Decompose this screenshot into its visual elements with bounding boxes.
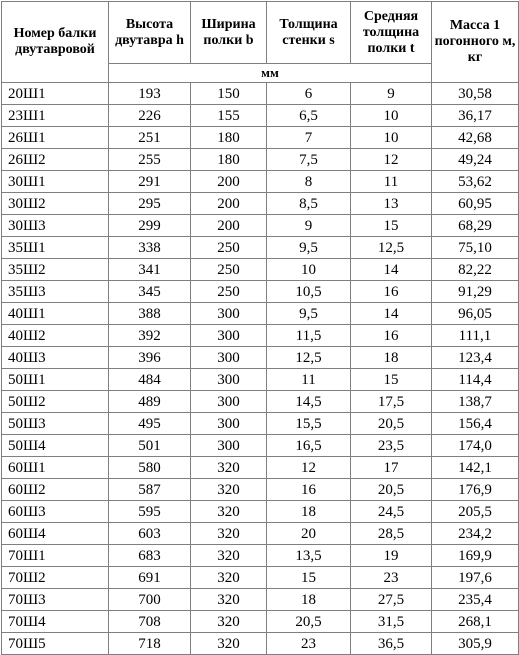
height-cell: 700 (109, 589, 191, 611)
height-cell: 501 (109, 435, 191, 457)
height-cell: 595 (109, 501, 191, 523)
flange-thickness-cell: 16 (351, 281, 432, 303)
table-row (2, 589, 519, 611)
table-row (2, 237, 519, 259)
table-row (2, 259, 519, 281)
table-row (2, 369, 519, 391)
web-thickness-cell: 20,5 (267, 611, 351, 633)
beam-number-cell: 23Ш1 (2, 105, 109, 127)
flange-thickness-cell: 15 (351, 215, 432, 237)
height-cell: 718 (109, 633, 191, 655)
header-mass-text: Масса 1 погонного м, кг (434, 18, 516, 65)
mass-cell: 75,10 (432, 237, 519, 259)
beam-number-cell: 35Ш3 (2, 281, 109, 303)
flange-width-cell: 200 (191, 215, 267, 237)
height-cell: 495 (109, 413, 191, 435)
table-row (2, 83, 519, 105)
table-row (2, 193, 519, 215)
table-row (2, 523, 519, 545)
height-cell: 251 (109, 127, 191, 149)
flange-width-cell: 320 (191, 457, 267, 479)
web-thickness-cell: 10,5 (267, 281, 351, 303)
table-row (2, 215, 519, 237)
mass-cell: 53,62 (432, 171, 519, 193)
mass-cell: 205,5 (432, 501, 519, 523)
flange-width-cell: 320 (191, 567, 267, 589)
table-row (2, 105, 519, 127)
header-flange-width-text: Ширина полки b (201, 16, 256, 48)
table-row (2, 413, 519, 435)
flange-width-cell: 150 (191, 83, 267, 105)
mass-cell: 176,9 (432, 479, 519, 501)
web-thickness-cell: 20 (267, 523, 351, 545)
height-cell: 255 (109, 149, 191, 171)
flange-width-cell: 320 (191, 611, 267, 633)
height-cell: 388 (109, 303, 191, 325)
table-row (2, 545, 519, 567)
web-thickness-cell: 9 (267, 215, 351, 237)
height-cell: 691 (109, 567, 191, 589)
beam-number-cell: 70Ш5 (2, 633, 109, 655)
flange-width-cell: 320 (191, 589, 267, 611)
flange-width-cell: 320 (191, 501, 267, 523)
table-header (2, 2, 519, 83)
mass-cell: 142,1 (432, 457, 519, 479)
flange-thickness-cell: 20,5 (351, 479, 432, 501)
mass-cell: 91,29 (432, 281, 519, 303)
height-cell: 683 (109, 545, 191, 567)
mass-cell: 235,4 (432, 589, 519, 611)
mass-cell: 68,29 (432, 215, 519, 237)
beam-specs-table (1, 1, 519, 655)
mass-cell: 30,58 (432, 83, 519, 105)
web-thickness-cell: 9,5 (267, 303, 351, 325)
web-thickness-cell: 13,5 (267, 545, 351, 567)
flange-thickness-cell: 27,5 (351, 589, 432, 611)
height-cell: 708 (109, 611, 191, 633)
web-thickness-cell: 16,5 (267, 435, 351, 457)
mass-cell: 82,22 (432, 259, 519, 281)
flange-thickness-cell: 10 (351, 105, 432, 127)
flange-thickness-cell: 18 (351, 347, 432, 369)
flange-width-cell: 320 (191, 523, 267, 545)
table-row (2, 501, 519, 523)
flange-width-cell: 320 (191, 633, 267, 655)
units-label: мм (109, 64, 432, 83)
beam-number-cell: 40Ш1 (2, 303, 109, 325)
web-thickness-cell: 8 (267, 171, 351, 193)
beam-number-cell: 50Ш4 (2, 435, 109, 457)
mass-cell: 305,9 (432, 633, 519, 655)
beam-number-cell: 40Ш2 (2, 325, 109, 347)
flange-thickness-cell: 31,5 (351, 611, 432, 633)
flange-thickness-cell: 23,5 (351, 435, 432, 457)
height-cell: 345 (109, 281, 191, 303)
height-cell: 299 (109, 215, 191, 237)
web-thickness-cell: 11 (267, 369, 351, 391)
flange-width-cell: 200 (191, 193, 267, 215)
beam-number-cell: 70Ш2 (2, 567, 109, 589)
height-cell: 295 (109, 193, 191, 215)
flange-thickness-cell: 23 (351, 567, 432, 589)
beam-number-cell: 40Ш3 (2, 347, 109, 369)
header-web-thickness-text: Толщина стенки s (279, 16, 338, 48)
beam-number-cell: 35Ш2 (2, 259, 109, 281)
header-height (109, 2, 191, 64)
web-thickness-cell: 10 (267, 259, 351, 281)
table-row (2, 567, 519, 589)
flange-width-cell: 300 (191, 303, 267, 325)
flange-thickness-cell: 36,5 (351, 633, 432, 655)
flange-thickness-cell: 19 (351, 545, 432, 567)
header-row (2, 2, 519, 64)
beam-number-cell: 60Ш4 (2, 523, 109, 545)
height-cell: 587 (109, 479, 191, 501)
web-thickness-cell: 15 (267, 567, 351, 589)
web-thickness-cell: 23 (267, 633, 351, 655)
web-thickness-cell: 6,5 (267, 105, 351, 127)
web-thickness-cell: 18 (267, 501, 351, 523)
mass-cell: 96,05 (432, 303, 519, 325)
header-height-text: Высота двутавра h (115, 16, 184, 48)
height-cell: 489 (109, 391, 191, 413)
beam-number-cell: 30Ш3 (2, 215, 109, 237)
height-cell: 580 (109, 457, 191, 479)
height-cell: 396 (109, 347, 191, 369)
mass-cell: 123,4 (432, 347, 519, 369)
flange-thickness-cell: 17,5 (351, 391, 432, 413)
beam-number-cell: 60Ш1 (2, 457, 109, 479)
beam-number-cell: 20Ш1 (2, 83, 109, 105)
flange-width-cell: 250 (191, 237, 267, 259)
flange-thickness-cell: 14 (351, 303, 432, 325)
mass-cell: 174,0 (432, 435, 519, 457)
mass-cell: 36,17 (432, 105, 519, 127)
table-row (2, 611, 519, 633)
beam-number-cell: 70Ш3 (2, 589, 109, 611)
header-beam-number (2, 2, 109, 83)
flange-thickness-cell: 10 (351, 127, 432, 149)
flange-width-cell: 300 (191, 435, 267, 457)
flange-thickness-cell: 12,5 (351, 237, 432, 259)
flange-width-cell: 200 (191, 171, 267, 193)
beam-number-cell: 50Ш3 (2, 413, 109, 435)
mass-cell: 156,4 (432, 413, 519, 435)
mass-cell: 169,9 (432, 545, 519, 567)
flange-thickness-cell: 28,5 (351, 523, 432, 545)
flange-thickness-cell: 17 (351, 457, 432, 479)
web-thickness-cell: 9,5 (267, 237, 351, 259)
table-row (2, 171, 519, 193)
flange-width-cell: 300 (191, 391, 267, 413)
table-row (2, 325, 519, 347)
flange-width-cell: 300 (191, 369, 267, 391)
web-thickness-cell: 7,5 (267, 149, 351, 171)
web-thickness-cell: 12,5 (267, 347, 351, 369)
header-flange-width (191, 2, 267, 64)
beam-number-cell: 50Ш2 (2, 391, 109, 413)
mass-cell: 111,1 (432, 325, 519, 347)
height-cell: 484 (109, 369, 191, 391)
web-thickness-cell: 15,5 (267, 413, 351, 435)
beam-number-cell: 70Ш1 (2, 545, 109, 567)
web-thickness-cell: 6 (267, 83, 351, 105)
height-cell: 291 (109, 171, 191, 193)
flange-thickness-cell: 11 (351, 171, 432, 193)
table-row (2, 303, 519, 325)
beam-number-cell: 30Ш1 (2, 171, 109, 193)
header-flange-thickness-text: Средняя толщина полки t (362, 8, 420, 56)
height-cell: 341 (109, 259, 191, 281)
mass-cell: 138,7 (432, 391, 519, 413)
web-thickness-cell: 16 (267, 479, 351, 501)
mass-cell: 114,4 (432, 369, 519, 391)
table-row (2, 633, 519, 655)
height-cell: 193 (109, 83, 191, 105)
beam-number-cell: 30Ш2 (2, 193, 109, 215)
flange-width-cell: 320 (191, 479, 267, 501)
beam-number-cell: 35Ш1 (2, 237, 109, 259)
table-row (2, 149, 519, 171)
height-cell: 392 (109, 325, 191, 347)
beam-number-cell: 50Ш1 (2, 369, 109, 391)
flange-width-cell: 300 (191, 413, 267, 435)
header-beam-number-text: Номер балки двутавровой (13, 26, 97, 57)
flange-thickness-cell: 24,5 (351, 501, 432, 523)
table-row (2, 281, 519, 303)
table-row (2, 347, 519, 369)
flange-width-cell: 180 (191, 149, 267, 171)
mass-cell: 60,95 (432, 193, 519, 215)
header-flange-thickness (351, 2, 432, 64)
flange-width-cell: 320 (191, 545, 267, 567)
web-thickness-cell: 18 (267, 589, 351, 611)
flange-width-cell: 300 (191, 325, 267, 347)
flange-thickness-cell: 9 (351, 83, 432, 105)
flange-thickness-cell: 13 (351, 193, 432, 215)
web-thickness-cell: 11,5 (267, 325, 351, 347)
beam-number-cell: 70Ш4 (2, 611, 109, 633)
flange-width-cell: 250 (191, 259, 267, 281)
flange-thickness-cell: 16 (351, 325, 432, 347)
table-row (2, 457, 519, 479)
web-thickness-cell: 12 (267, 457, 351, 479)
mass-cell: 49,24 (432, 149, 519, 171)
beam-number-cell: 26Ш1 (2, 127, 109, 149)
beam-number-cell: 26Ш2 (2, 149, 109, 171)
height-cell: 226 (109, 105, 191, 127)
table-row (2, 479, 519, 501)
header-web-thickness (267, 2, 351, 64)
mass-cell: 234,2 (432, 523, 519, 545)
flange-width-cell: 180 (191, 127, 267, 149)
height-cell: 603 (109, 523, 191, 545)
beam-number-cell: 60Ш3 (2, 501, 109, 523)
table-row (2, 391, 519, 413)
web-thickness-cell: 7 (267, 127, 351, 149)
table-body (2, 83, 519, 655)
flange-width-cell: 155 (191, 105, 267, 127)
flange-width-cell: 250 (191, 281, 267, 303)
beam-number-cell: 60Ш2 (2, 479, 109, 501)
flange-width-cell: 300 (191, 347, 267, 369)
flange-thickness-cell: 15 (351, 369, 432, 391)
table-row (2, 435, 519, 457)
mass-cell: 42,68 (432, 127, 519, 149)
flange-thickness-cell: 14 (351, 259, 432, 281)
flange-thickness-cell: 12 (351, 149, 432, 171)
mass-cell: 197,6 (432, 567, 519, 589)
height-cell: 338 (109, 237, 191, 259)
flange-thickness-cell: 20,5 (351, 413, 432, 435)
mass-cell: 268,1 (432, 611, 519, 633)
web-thickness-cell: 8,5 (267, 193, 351, 215)
header-mass (432, 2, 519, 83)
web-thickness-cell: 14,5 (267, 391, 351, 413)
table-row (2, 127, 519, 149)
